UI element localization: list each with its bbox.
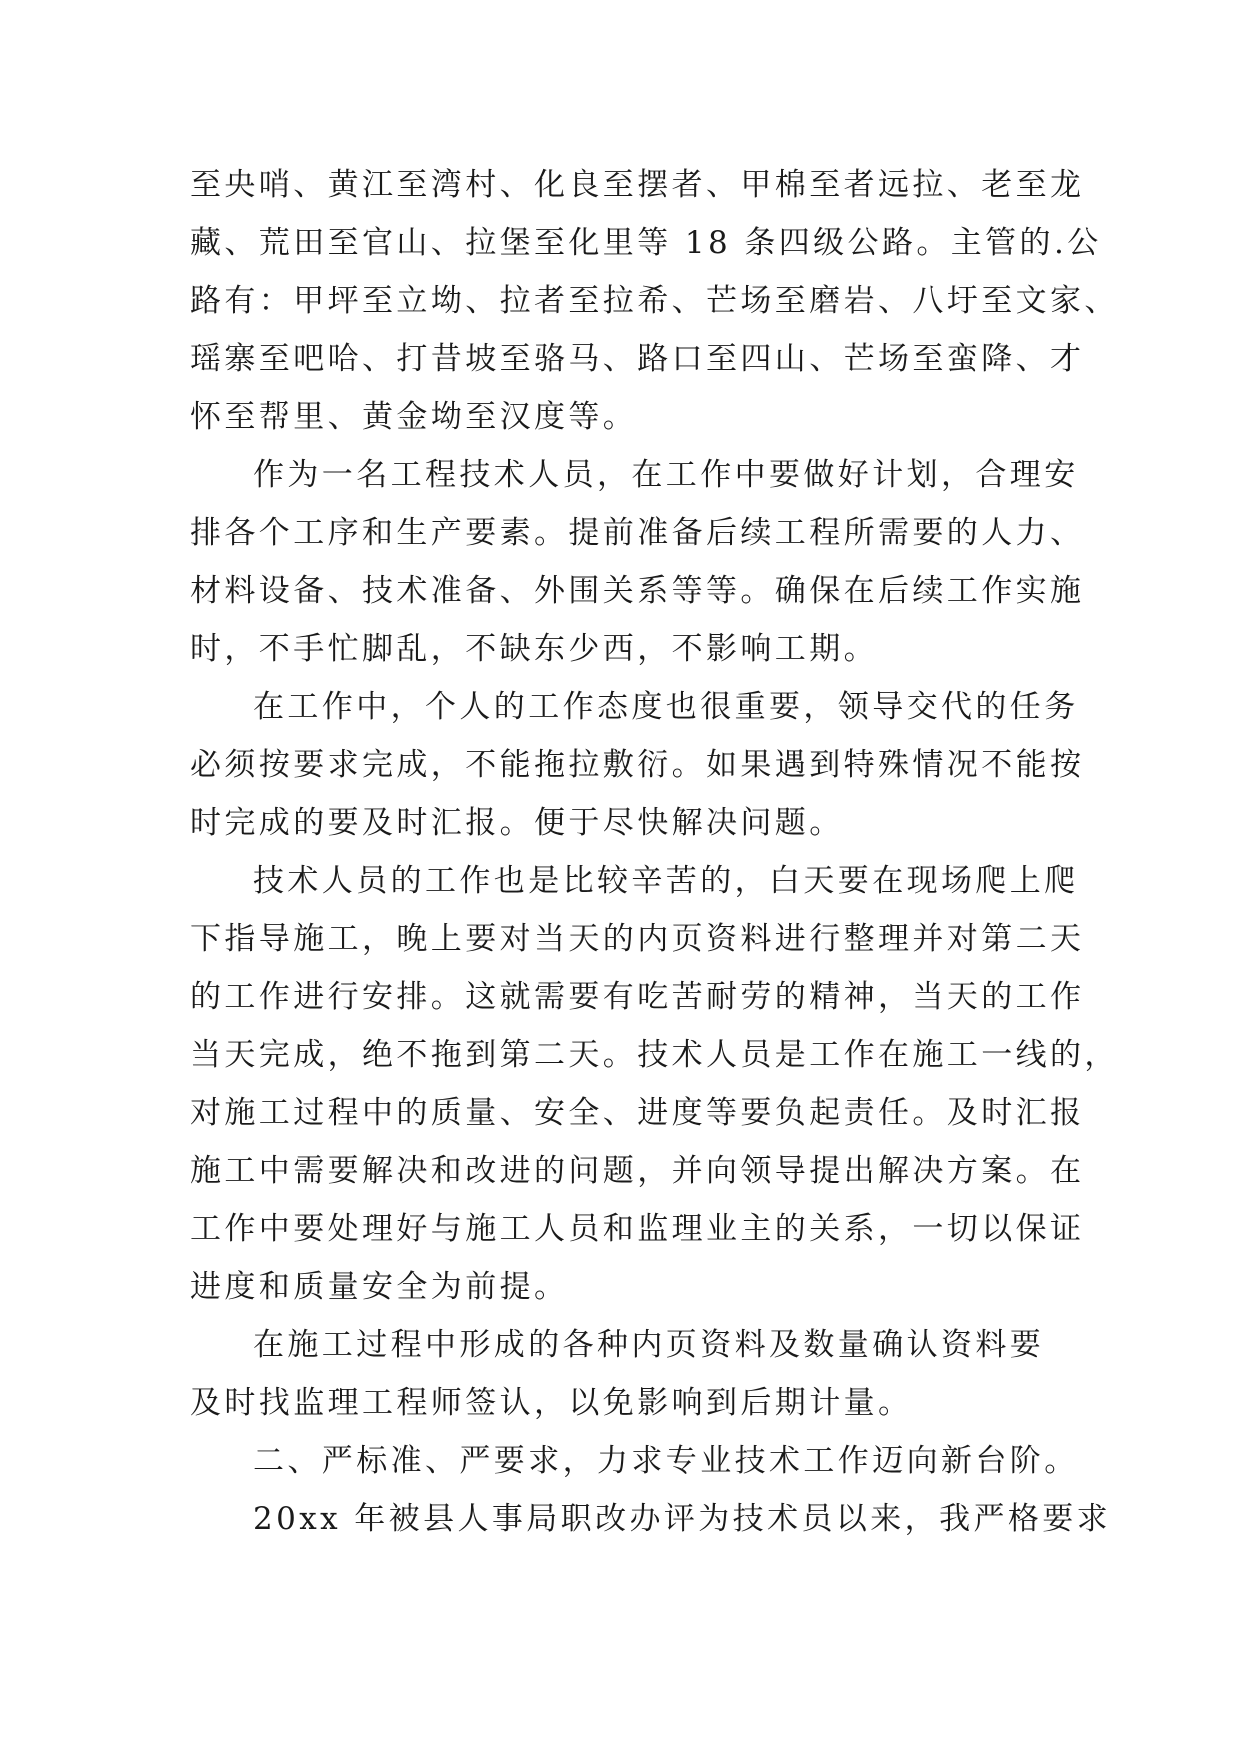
paragraph-first-line: 20xx 年被县人事局职改办评为技术员以来，我严格要求 (253, 1501, 1112, 1537)
text-line: 下指导施工，晚上要对当天的内页资料进行整理并对第二天 (190, 921, 1085, 957)
text-line: 及时找监理工程师签认，以免影响到后期计量。 (190, 1385, 913, 1421)
text-line: 排各个工序和生产要素。提前准备后续工程所需要的人力、 (190, 515, 1085, 551)
text-line: 必须按要求完成，不能拖拉敷衍。如果遇到特殊情况不能按 (190, 747, 1085, 783)
paragraph-first-line: 作为一名工程技术人员，在工作中要做好计划，合理安 (253, 457, 1079, 493)
text-line: 对施工过程中的质量、安全、进度等要负起责任。及时汇报 (190, 1095, 1085, 1131)
text-line: 时，不手忙脚乱，不缺东少西，不影响工期。 (190, 631, 878, 667)
text-line: 路有：甲坪至立坳、拉者至拉希、芒场至磨岩、八圩至文家、 (190, 283, 1119, 319)
text-line: 进度和质量安全为前提。 (190, 1269, 569, 1305)
paragraph-first-line: 技术人员的工作也是比较辛苦的，白天要在现场爬上爬 (253, 863, 1079, 899)
text-line: 怀至帮里、黄金坳至汉度等。 (190, 399, 638, 435)
text-line: 施工中需要解决和改进的问题，并向领导提出解决方案。在 (190, 1153, 1085, 1189)
text-line: 的工作进行安排。这就需要有吃苦耐劳的精神，当天的工作 (190, 979, 1085, 1015)
text-line: 至央哨、黄江至湾村、化良至摆者、甲棉至者远拉、老至龙 (190, 167, 1085, 203)
text-line: 瑶寨至吧哈、打昔坡至骆马、路口至四山、芒场至蛮降、才 (190, 341, 1085, 377)
paragraph-first-line: 在工作中，个人的工作态度也很重要，领导交代的任务 (253, 689, 1079, 725)
text-line: 藏、荒田至官山、拉堡至化里等 18 条四级公路。主管的.公 (190, 225, 1102, 261)
paragraph-first-line: 在施工过程中形成的各种内页资料及数量确认资料要 (253, 1327, 1045, 1363)
section-heading: 二、严标准、严要求，力求专业技术工作迈向新台阶。 (253, 1443, 1079, 1479)
text-line: 工作中要处理好与施工人员和监理业主的关系，一切以保证 (190, 1211, 1085, 1247)
text-line: 材料设备、技术准备、外围关系等等。确保在后续工作实施 (190, 573, 1085, 609)
text-line: 当天完成，绝不拖到第二天。技术人员是工作在施工一线的， (190, 1037, 1119, 1073)
text-line: 时完成的要及时汇报。便于尽快解决问题。 (190, 805, 844, 841)
